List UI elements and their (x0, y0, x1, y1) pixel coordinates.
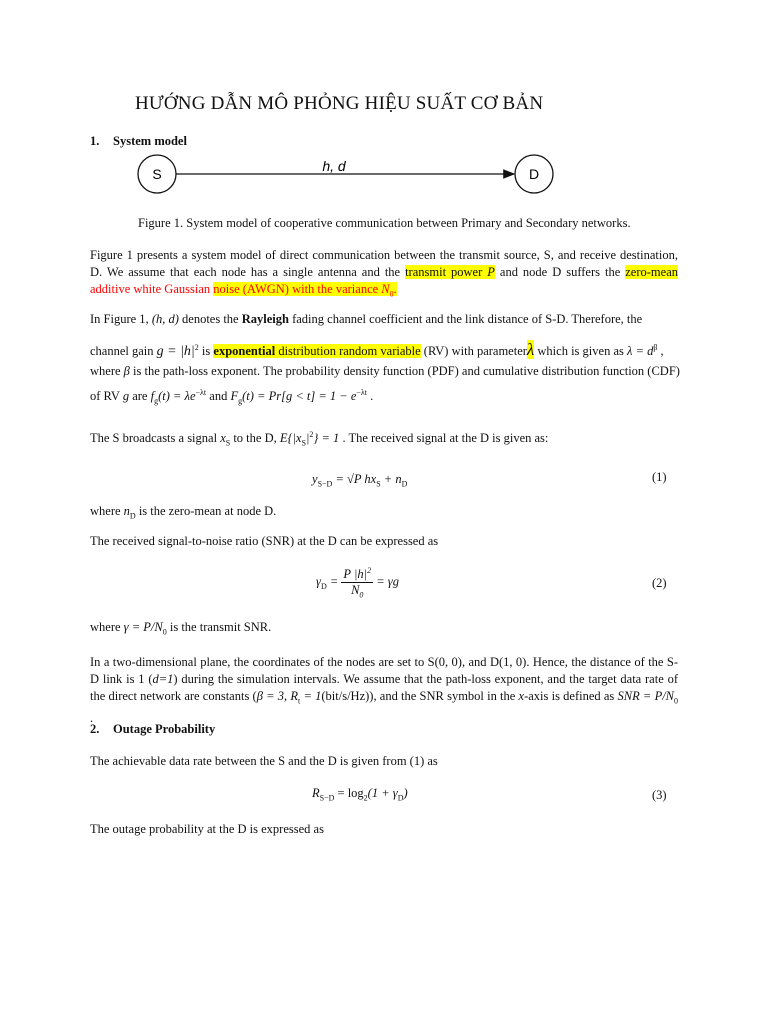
equation-1: $y_{S-D} = √P$ $hx_S + n_D$ (312, 472, 408, 489)
figure-caption: Figure 1. System model of cooperative communication between Primary and Secondary networks. (138, 216, 631, 230)
section-heading-outage (90, 722, 215, 737)
section-number: 1. (90, 134, 100, 148)
paragraph-channel-line3: where β is the path-loss exponent. The probability density function (PDF) and cumulative distribution function (CDF) (90, 364, 680, 378)
node-s-label: S (152, 166, 162, 182)
section-title: System model (113, 134, 187, 148)
paragraph-broadcast: The S broadcasts a signal $x_S$ to the D, $E\{|x_S|^2\} = 1$ . The received signal at the D is given as: (90, 430, 549, 448)
equation-3: $R_{S-D} = \log_2(1 + \gamma_D)$ (312, 786, 408, 803)
equation-3-number: (3) (652, 788, 667, 802)
section-heading-system-model (90, 134, 187, 149)
node-d-label: D (528, 166, 540, 182)
highlight-zero-mean: zero-mean (625, 265, 678, 279)
line-outage-intro: The outage probability at the D is expressed as (90, 822, 324, 836)
line-nd-definition: where $n_D$ is the zero-mean at node D. (90, 504, 277, 521)
equation-2-number: (2) (652, 576, 667, 590)
link-label: h, d (322, 158, 346, 174)
highlight-lambda: λ (526, 340, 535, 359)
system-model-diagram (130, 150, 560, 200)
equation-2: $\gamma_D$ = $\frac{P |h|^2}{N_0}$ = γg (316, 566, 399, 600)
section-number: 2. (90, 722, 100, 736)
red-text-awgn: additive white Gaussian noise (AWGN) with the variance $N_0$. (90, 282, 397, 299)
equation-1-number: (1) (652, 470, 667, 484)
line-gamma-definition: where $\gamma = P/N_0$ is the transmit SNR. (90, 620, 272, 637)
line-rate-intro: The achievable data rate between the S and the D is given from (1) as (90, 754, 438, 768)
paragraph-channel-line2: channel gain $g = |h|^2$ is exponential distribution random variable (RV) with parameterλ which is given as $\lambda = d^\beta$ , (90, 340, 664, 359)
line-snr-intro: The received signal-to-noise ratio (SNR) at the D can be expressed as (90, 534, 439, 548)
document-title: HƯỚNG DẪN MÔ PHỎNG HIỆU SUẤT CƠ BẢN (135, 93, 544, 114)
section-title: Outage Probability (113, 722, 216, 736)
highlight-transmit-power: transmit power P (405, 265, 495, 279)
paragraph-channel-line4: of RV g are $f_g(t) = \lambda e^{-\lambda t}$ and $F_g(t) = Pr[g < t] = 1 - e^{-\lambda t}$ . (90, 388, 374, 406)
paragraph-simulation-setup: In a two-dimensional plane, the coordinates of the nodes are set to S(0, 0), and D(1, 0). Hence, the distance of the S-D link is 1 (d=1) during the simulation intervals. We assume that the path-loss exponent, and the target data rate of the direct network are constants (β = 3, $R_t = 1(bit/s/Hz)$), and the SNR symbol in the x-axis is defined as SNR = $P/N_0$ . (90, 655, 679, 725)
paragraph-system-description: Figure 1 presents a system model of direct communication between the transmit source, S, and receive destination, D. We assume that each node has a single antenna and the transmit power P and node D suffers the zero-mean additive white Gaussian noise (AWGN) with the variance $N_0$. (90, 248, 678, 299)
paragraph-channel-line1: In Figure 1, (h, d) denotes the Rayleigh fading channel coefficient and the link distance of S-D. Therefore, the (90, 312, 643, 326)
